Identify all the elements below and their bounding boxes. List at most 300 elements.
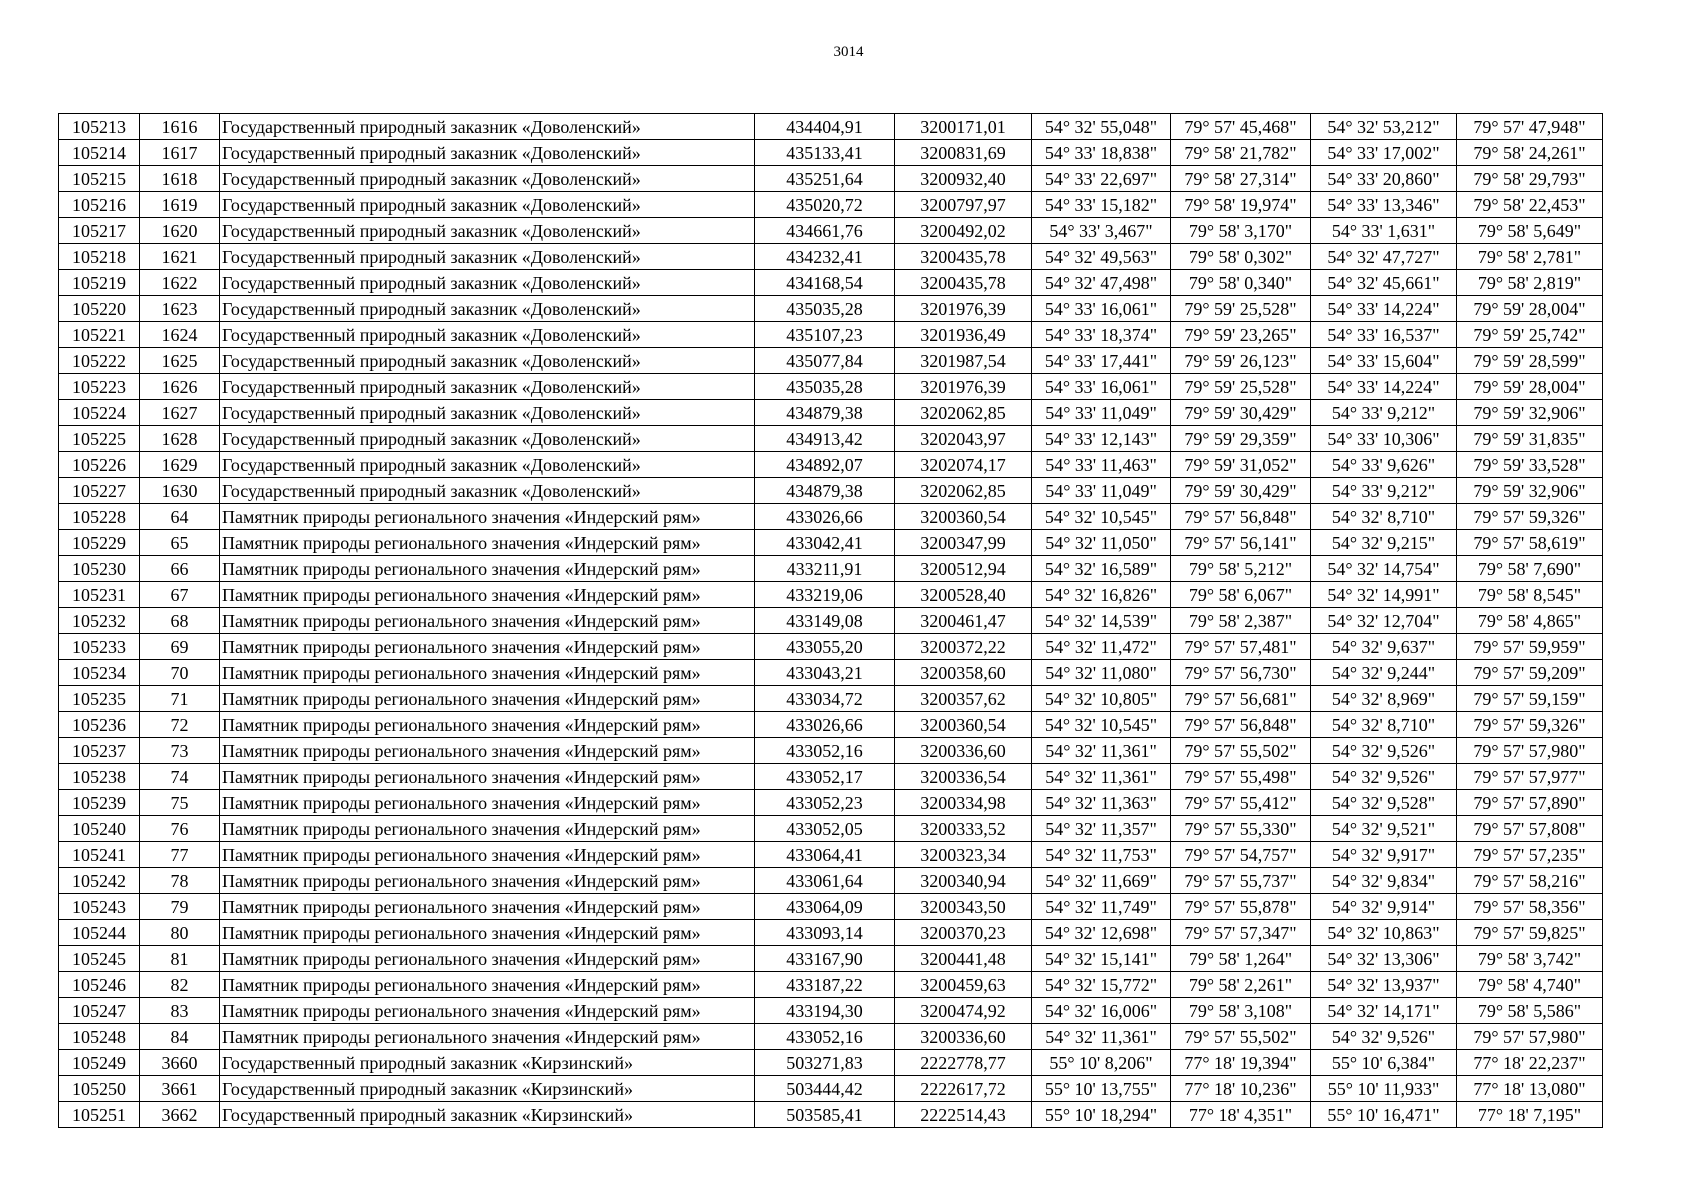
longitude-1-cell: 79° 58' 0,340" (1171, 270, 1311, 296)
longitude-2-cell: 79° 59' 25,742" (1457, 322, 1603, 348)
x-coordinate-cell: 433052,05 (755, 816, 895, 842)
x-coordinate-cell: 433064,09 (755, 894, 895, 920)
row-id-cell: 105250 (59, 1076, 140, 1102)
table-row (59, 400, 1603, 426)
latitude-2-cell: 54° 32' 47,727" (1311, 244, 1457, 270)
point-number-cell: 3661 (140, 1076, 220, 1102)
x-coordinate-cell: 433194,30 (755, 998, 895, 1024)
longitude-2-cell: 79° 58' 22,453" (1457, 192, 1603, 218)
longitude-2-cell: 79° 59' 31,835" (1457, 426, 1603, 452)
y-coordinate-cell: 3200474,92 (895, 998, 1032, 1024)
latitude-1-cell: 54° 32' 10,545" (1032, 712, 1171, 738)
latitude-1-cell: 54° 33' 12,143" (1032, 426, 1171, 452)
longitude-2-cell: 79° 57' 47,948" (1457, 114, 1603, 140)
row-id-cell: 105228 (59, 504, 140, 530)
x-coordinate-cell: 435035,28 (755, 296, 895, 322)
latitude-1-cell: 54° 32' 47,498" (1032, 270, 1171, 296)
y-coordinate-cell: 3200372,22 (895, 634, 1032, 660)
table-row (59, 842, 1603, 868)
y-coordinate-cell: 3200797,97 (895, 192, 1032, 218)
latitude-2-cell: 54° 32' 9,526" (1311, 738, 1457, 764)
point-number-cell: 1618 (140, 166, 220, 192)
x-coordinate-cell: 433149,08 (755, 608, 895, 634)
longitude-2-cell: 79° 59' 28,004" (1457, 296, 1603, 322)
object-name-cell: Памятник природы регионального значения «Индерский рям» (220, 582, 755, 608)
latitude-2-cell: 54° 32' 9,215" (1311, 530, 1457, 556)
point-number-cell: 3660 (140, 1050, 220, 1076)
row-id-cell: 105232 (59, 608, 140, 634)
longitude-1-cell: 79° 58' 0,302" (1171, 244, 1311, 270)
y-coordinate-cell: 3202074,17 (895, 452, 1032, 478)
latitude-2-cell: 54° 32' 9,244" (1311, 660, 1457, 686)
object-name-cell: Государственный природный заказник «Доволенский» (220, 374, 755, 400)
latitude-2-cell: 54° 32' 53,212" (1311, 114, 1457, 140)
row-id-cell: 105246 (59, 972, 140, 998)
longitude-1-cell: 79° 58' 5,212" (1171, 556, 1311, 582)
y-coordinate-cell: 3200831,69 (895, 140, 1032, 166)
point-number-cell: 76 (140, 816, 220, 842)
row-id-cell: 105244 (59, 920, 140, 946)
latitude-1-cell: 54° 32' 11,753" (1032, 842, 1171, 868)
row-id-cell: 105248 (59, 1024, 140, 1050)
y-coordinate-cell: 3200435,78 (895, 270, 1032, 296)
latitude-1-cell: 54° 32' 16,826" (1032, 582, 1171, 608)
latitude-2-cell: 54° 32' 8,710" (1311, 712, 1457, 738)
object-name-cell: Государственный природный заказник «Доволенский» (220, 192, 755, 218)
latitude-1-cell: 54° 32' 16,589" (1032, 556, 1171, 582)
object-name-cell: Памятник природы регионального значения «Индерский рям» (220, 504, 755, 530)
latitude-2-cell: 54° 33' 1,631" (1311, 218, 1457, 244)
table-row (59, 712, 1603, 738)
x-coordinate-cell: 433167,90 (755, 946, 895, 972)
y-coordinate-cell: 3200435,78 (895, 244, 1032, 270)
row-id-cell: 105238 (59, 764, 140, 790)
longitude-1-cell: 79° 57' 56,848" (1171, 712, 1311, 738)
longitude-2-cell: 79° 59' 33,528" (1457, 452, 1603, 478)
y-coordinate-cell: 3200357,62 (895, 686, 1032, 712)
latitude-1-cell: 54° 32' 11,361" (1032, 1024, 1171, 1050)
object-name-cell: Памятник природы регионального значения «Индерский рям» (220, 998, 755, 1024)
latitude-2-cell: 54° 32' 14,991" (1311, 582, 1457, 608)
table-row (59, 452, 1603, 478)
table-row (59, 582, 1603, 608)
y-coordinate-cell: 3200333,52 (895, 816, 1032, 842)
latitude-1-cell: 54° 32' 11,669" (1032, 868, 1171, 894)
point-number-cell: 3662 (140, 1102, 220, 1128)
longitude-1-cell: 79° 57' 55,502" (1171, 738, 1311, 764)
longitude-2-cell: 79° 58' 5,586" (1457, 998, 1603, 1024)
latitude-1-cell: 54° 32' 11,361" (1032, 738, 1171, 764)
latitude-2-cell: 54° 32' 9,917" (1311, 842, 1457, 868)
latitude-1-cell: 54° 32' 11,363" (1032, 790, 1171, 816)
y-coordinate-cell: 3200528,40 (895, 582, 1032, 608)
table-row (59, 296, 1603, 322)
latitude-2-cell: 54° 32' 9,526" (1311, 764, 1457, 790)
y-coordinate-cell: 3200336,60 (895, 1024, 1032, 1050)
y-coordinate-cell: 3200492,02 (895, 218, 1032, 244)
row-id-cell: 105213 (59, 114, 140, 140)
table-row (59, 608, 1603, 634)
row-id-cell: 105247 (59, 998, 140, 1024)
longitude-2-cell: 79° 57' 57,808" (1457, 816, 1603, 842)
point-number-cell: 70 (140, 660, 220, 686)
object-name-cell: Государственный природный заказник «Доволенский» (220, 478, 755, 504)
table-row (59, 946, 1603, 972)
table-row (59, 660, 1603, 686)
latitude-1-cell: 55° 10' 13,755" (1032, 1076, 1171, 1102)
y-coordinate-cell: 2222617,72 (895, 1076, 1032, 1102)
point-number-cell: 1630 (140, 478, 220, 504)
longitude-1-cell: 79° 59' 30,429" (1171, 400, 1311, 426)
longitude-2-cell: 79° 58' 8,545" (1457, 582, 1603, 608)
object-name-cell: Государственный природный заказник «Доволенский» (220, 400, 755, 426)
table-row (59, 868, 1603, 894)
table-row (59, 686, 1603, 712)
latitude-1-cell: 54° 33' 3,467" (1032, 218, 1171, 244)
x-coordinate-cell: 433093,14 (755, 920, 895, 946)
row-id-cell: 105251 (59, 1102, 140, 1128)
latitude-2-cell: 55° 10' 6,384" (1311, 1050, 1457, 1076)
latitude-1-cell: 54° 33' 16,061" (1032, 374, 1171, 400)
point-number-cell: 67 (140, 582, 220, 608)
longitude-1-cell: 79° 57' 56,848" (1171, 504, 1311, 530)
table-row (59, 504, 1603, 530)
row-id-cell: 105217 (59, 218, 140, 244)
object-name-cell: Государственный природный заказник «Доволенский» (220, 244, 755, 270)
x-coordinate-cell: 433211,91 (755, 556, 895, 582)
longitude-1-cell: 79° 59' 25,528" (1171, 296, 1311, 322)
latitude-2-cell: 54° 32' 13,937" (1311, 972, 1457, 998)
x-coordinate-cell: 435107,23 (755, 322, 895, 348)
object-name-cell: Памятник природы регионального значения «Индерский рям» (220, 842, 755, 868)
table-row (59, 270, 1603, 296)
point-number-cell: 79 (140, 894, 220, 920)
table-row (59, 166, 1603, 192)
row-id-cell: 105218 (59, 244, 140, 270)
table-row (59, 374, 1603, 400)
y-coordinate-cell: 3201976,39 (895, 296, 1032, 322)
latitude-1-cell: 54° 33' 18,838" (1032, 140, 1171, 166)
table-row (59, 192, 1603, 218)
longitude-2-cell: 79° 58' 7,690" (1457, 556, 1603, 582)
y-coordinate-cell: 3201987,54 (895, 348, 1032, 374)
point-number-cell: 1617 (140, 140, 220, 166)
x-coordinate-cell: 433043,21 (755, 660, 895, 686)
object-name-cell: Государственный природный заказник «Доволенский» (220, 296, 755, 322)
y-coordinate-cell: 3200334,98 (895, 790, 1032, 816)
y-coordinate-cell: 3200171,01 (895, 114, 1032, 140)
longitude-2-cell: 79° 59' 28,599" (1457, 348, 1603, 374)
x-coordinate-cell: 503271,83 (755, 1050, 895, 1076)
latitude-1-cell: 54° 33' 11,463" (1032, 452, 1171, 478)
object-name-cell: Памятник природы регионального значения «Индерский рям» (220, 712, 755, 738)
table-row (59, 218, 1603, 244)
page-number: 3014 (833, 44, 864, 60)
object-name-cell: Государственный природный заказник «Доволенский» (220, 322, 755, 348)
row-id-cell: 105237 (59, 738, 140, 764)
point-number-cell: 1621 (140, 244, 220, 270)
latitude-2-cell: 54° 32' 9,521" (1311, 816, 1457, 842)
longitude-1-cell: 79° 57' 55,498" (1171, 764, 1311, 790)
y-coordinate-cell: 3200358,60 (895, 660, 1032, 686)
x-coordinate-cell: 435251,64 (755, 166, 895, 192)
latitude-2-cell: 55° 10' 16,471" (1311, 1102, 1457, 1128)
object-name-cell: Памятник природы регионального значения «Индерский рям» (220, 634, 755, 660)
y-coordinate-cell: 3200512,94 (895, 556, 1032, 582)
latitude-1-cell: 54° 32' 16,006" (1032, 998, 1171, 1024)
table-row (59, 634, 1603, 660)
x-coordinate-cell: 433026,66 (755, 504, 895, 530)
longitude-1-cell: 77° 18' 10,236" (1171, 1076, 1311, 1102)
table-row (59, 1076, 1603, 1102)
table-row (59, 1050, 1603, 1076)
object-name-cell: Государственный природный заказник «Доволенский» (220, 348, 755, 374)
longitude-2-cell: 79° 58' 24,261" (1457, 140, 1603, 166)
y-coordinate-cell: 2222778,77 (895, 1050, 1032, 1076)
latitude-2-cell: 54° 33' 20,860" (1311, 166, 1457, 192)
latitude-2-cell: 54° 32' 9,528" (1311, 790, 1457, 816)
longitude-2-cell: 79° 57' 57,235" (1457, 842, 1603, 868)
longitude-2-cell: 79° 57' 57,980" (1457, 1024, 1603, 1050)
point-number-cell: 82 (140, 972, 220, 998)
longitude-2-cell: 79° 58' 3,742" (1457, 946, 1603, 972)
longitude-1-cell: 79° 58' 3,108" (1171, 998, 1311, 1024)
point-number-cell: 77 (140, 842, 220, 868)
point-number-cell: 1622 (140, 270, 220, 296)
object-name-cell: Памятник природы регионального значения «Индерский рям» (220, 660, 755, 686)
latitude-1-cell: 54° 33' 17,441" (1032, 348, 1171, 374)
table-row (59, 114, 1603, 140)
table-row (59, 738, 1603, 764)
row-id-cell: 105240 (59, 816, 140, 842)
x-coordinate-cell: 433052,16 (755, 738, 895, 764)
longitude-1-cell: 77° 18' 4,351" (1171, 1102, 1311, 1128)
latitude-2-cell: 54° 32' 13,306" (1311, 946, 1457, 972)
y-coordinate-cell: 3200343,50 (895, 894, 1032, 920)
row-id-cell: 105229 (59, 530, 140, 556)
x-coordinate-cell: 503444,42 (755, 1076, 895, 1102)
longitude-1-cell: 79° 57' 56,141" (1171, 530, 1311, 556)
row-id-cell: 105215 (59, 166, 140, 192)
table-row (59, 1102, 1603, 1128)
point-number-cell: 65 (140, 530, 220, 556)
latitude-1-cell: 54° 33' 22,697" (1032, 166, 1171, 192)
point-number-cell: 1620 (140, 218, 220, 244)
latitude-2-cell: 54° 32' 9,834" (1311, 868, 1457, 894)
latitude-1-cell: 54° 32' 11,749" (1032, 894, 1171, 920)
longitude-2-cell: 79° 57' 59,326" (1457, 504, 1603, 530)
x-coordinate-cell: 433052,23 (755, 790, 895, 816)
table-row (59, 972, 1603, 998)
latitude-2-cell: 54° 32' 9,637" (1311, 634, 1457, 660)
row-id-cell: 105219 (59, 270, 140, 296)
latitude-1-cell: 54° 32' 11,472" (1032, 634, 1171, 660)
row-id-cell: 105214 (59, 140, 140, 166)
point-number-cell: 83 (140, 998, 220, 1024)
y-coordinate-cell: 3200459,63 (895, 972, 1032, 998)
latitude-1-cell: 54° 32' 15,141" (1032, 946, 1171, 972)
latitude-2-cell: 54° 32' 14,171" (1311, 998, 1457, 1024)
latitude-1-cell: 55° 10' 18,294" (1032, 1102, 1171, 1128)
object-name-cell: Памятник природы регионального значения «Индерский рям» (220, 946, 755, 972)
table-row (59, 894, 1603, 920)
object-name-cell: Государственный природный заказник «Кирзинский» (220, 1102, 755, 1128)
longitude-1-cell: 79° 59' 23,265" (1171, 322, 1311, 348)
x-coordinate-cell: 433064,41 (755, 842, 895, 868)
latitude-1-cell: 54° 32' 15,772" (1032, 972, 1171, 998)
y-coordinate-cell: 3202062,85 (895, 400, 1032, 426)
latitude-2-cell: 54° 33' 13,346" (1311, 192, 1457, 218)
longitude-2-cell: 79° 57' 57,890" (1457, 790, 1603, 816)
point-number-cell: 81 (140, 946, 220, 972)
row-id-cell: 105239 (59, 790, 140, 816)
x-coordinate-cell: 435077,84 (755, 348, 895, 374)
longitude-1-cell: 79° 59' 29,359" (1171, 426, 1311, 452)
longitude-1-cell: 79° 58' 1,264" (1171, 946, 1311, 972)
object-name-cell: Государственный природный заказник «Кирзинский» (220, 1076, 755, 1102)
table-row (59, 920, 1603, 946)
x-coordinate-cell: 434892,07 (755, 452, 895, 478)
point-number-cell: 1625 (140, 348, 220, 374)
y-coordinate-cell: 3200336,54 (895, 764, 1032, 790)
table-row (59, 478, 1603, 504)
longitude-2-cell: 79° 58' 2,819" (1457, 270, 1603, 296)
longitude-2-cell: 79° 57' 59,326" (1457, 712, 1603, 738)
row-id-cell: 105227 (59, 478, 140, 504)
latitude-1-cell: 54° 32' 11,080" (1032, 660, 1171, 686)
point-number-cell: 64 (140, 504, 220, 530)
object-name-cell: Памятник природы регионального значения «Индерский рям» (220, 894, 755, 920)
longitude-2-cell: 79° 58' 5,649" (1457, 218, 1603, 244)
point-number-cell: 72 (140, 712, 220, 738)
x-coordinate-cell: 434232,41 (755, 244, 895, 270)
x-coordinate-cell: 433187,22 (755, 972, 895, 998)
latitude-1-cell: 54° 33' 11,049" (1032, 400, 1171, 426)
point-number-cell: 84 (140, 1024, 220, 1050)
y-coordinate-cell: 3200340,94 (895, 868, 1032, 894)
longitude-1-cell: 79° 58' 21,782" (1171, 140, 1311, 166)
longitude-1-cell: 79° 57' 55,878" (1171, 894, 1311, 920)
point-number-cell: 1627 (140, 400, 220, 426)
object-name-cell: Государственный природный заказник «Доволенский» (220, 166, 755, 192)
point-number-cell: 1629 (140, 452, 220, 478)
longitude-2-cell: 79° 57' 58,356" (1457, 894, 1603, 920)
latitude-1-cell: 54° 32' 12,698" (1032, 920, 1171, 946)
point-number-cell: 75 (140, 790, 220, 816)
x-coordinate-cell: 435020,72 (755, 192, 895, 218)
object-name-cell: Памятник природы регионального значения «Индерский рям» (220, 1024, 755, 1050)
row-id-cell: 105241 (59, 842, 140, 868)
latitude-1-cell: 54° 33' 15,182" (1032, 192, 1171, 218)
longitude-2-cell: 79° 57' 59,959" (1457, 634, 1603, 660)
latitude-2-cell: 54° 33' 10,306" (1311, 426, 1457, 452)
point-number-cell: 1616 (140, 114, 220, 140)
point-number-cell: 1619 (140, 192, 220, 218)
longitude-1-cell: 79° 59' 26,123" (1171, 348, 1311, 374)
table-row (59, 816, 1603, 842)
longitude-2-cell: 77° 18' 22,237" (1457, 1050, 1603, 1076)
y-coordinate-cell: 3200932,40 (895, 166, 1032, 192)
latitude-1-cell: 54° 32' 11,050" (1032, 530, 1171, 556)
row-id-cell: 105216 (59, 192, 140, 218)
row-id-cell: 105249 (59, 1050, 140, 1076)
row-id-cell: 105243 (59, 894, 140, 920)
longitude-1-cell: 79° 57' 57,481" (1171, 634, 1311, 660)
latitude-2-cell: 54° 32' 9,914" (1311, 894, 1457, 920)
latitude-2-cell: 54° 33' 9,626" (1311, 452, 1457, 478)
x-coordinate-cell: 503585,41 (755, 1102, 895, 1128)
x-coordinate-cell: 433042,41 (755, 530, 895, 556)
object-name-cell: Государственный природный заказник «Доволенский» (220, 140, 755, 166)
latitude-1-cell: 54° 33' 11,049" (1032, 478, 1171, 504)
point-number-cell: 78 (140, 868, 220, 894)
table-row (59, 790, 1603, 816)
object-name-cell: Государственный природный заказник «Кирзинский» (220, 1050, 755, 1076)
y-coordinate-cell: 3201976,39 (895, 374, 1032, 400)
point-number-cell: 68 (140, 608, 220, 634)
row-id-cell: 105236 (59, 712, 140, 738)
latitude-2-cell: 54° 32' 9,526" (1311, 1024, 1457, 1050)
table-row (59, 140, 1603, 166)
latitude-1-cell: 54° 32' 11,357" (1032, 816, 1171, 842)
row-id-cell: 105224 (59, 400, 140, 426)
object-name-cell: Памятник природы регионального значения «Индерский рям» (220, 530, 755, 556)
y-coordinate-cell: 3202043,97 (895, 426, 1032, 452)
longitude-1-cell: 79° 58' 27,314" (1171, 166, 1311, 192)
x-coordinate-cell: 435133,41 (755, 140, 895, 166)
point-number-cell: 73 (140, 738, 220, 764)
point-number-cell: 69 (140, 634, 220, 660)
y-coordinate-cell: 3201936,49 (895, 322, 1032, 348)
longitude-1-cell: 77° 18' 19,394" (1171, 1050, 1311, 1076)
point-number-cell: 1628 (140, 426, 220, 452)
x-coordinate-cell: 433219,06 (755, 582, 895, 608)
x-coordinate-cell: 434661,76 (755, 218, 895, 244)
longitude-2-cell: 79° 57' 57,980" (1457, 738, 1603, 764)
point-number-cell: 1626 (140, 374, 220, 400)
longitude-2-cell: 79° 57' 59,209" (1457, 660, 1603, 686)
longitude-2-cell: 77° 18' 7,195" (1457, 1102, 1603, 1128)
longitude-2-cell: 79° 57' 58,619" (1457, 530, 1603, 556)
table-row (59, 1024, 1603, 1050)
y-coordinate-cell: 3200360,54 (895, 712, 1032, 738)
table-row (59, 556, 1603, 582)
row-id-cell: 105234 (59, 660, 140, 686)
object-name-cell: Памятник природы регионального значения «Индерский рям» (220, 686, 755, 712)
x-coordinate-cell: 435035,28 (755, 374, 895, 400)
latitude-2-cell: 54° 33' 9,212" (1311, 400, 1457, 426)
table-row (59, 244, 1603, 270)
longitude-1-cell: 79° 57' 55,412" (1171, 790, 1311, 816)
longitude-1-cell: 79° 57' 54,757" (1171, 842, 1311, 868)
latitude-2-cell: 54° 33' 17,002" (1311, 140, 1457, 166)
longitude-2-cell: 79° 58' 29,793" (1457, 166, 1603, 192)
object-name-cell: Памятник природы регионального значения «Индерский рям» (220, 816, 755, 842)
object-name-cell: Государственный природный заказник «Доволенский» (220, 452, 755, 478)
row-id-cell: 105222 (59, 348, 140, 374)
row-id-cell: 105221 (59, 322, 140, 348)
x-coordinate-cell: 433052,17 (755, 764, 895, 790)
point-number-cell: 74 (140, 764, 220, 790)
latitude-2-cell: 54° 32' 8,969" (1311, 686, 1457, 712)
longitude-2-cell: 79° 58' 4,865" (1457, 608, 1603, 634)
x-coordinate-cell: 434913,42 (755, 426, 895, 452)
table-body (59, 114, 1603, 1128)
table-row (59, 530, 1603, 556)
latitude-1-cell: 54° 32' 55,048" (1032, 114, 1171, 140)
longitude-1-cell: 79° 57' 56,681" (1171, 686, 1311, 712)
longitude-2-cell: 79° 57' 59,159" (1457, 686, 1603, 712)
